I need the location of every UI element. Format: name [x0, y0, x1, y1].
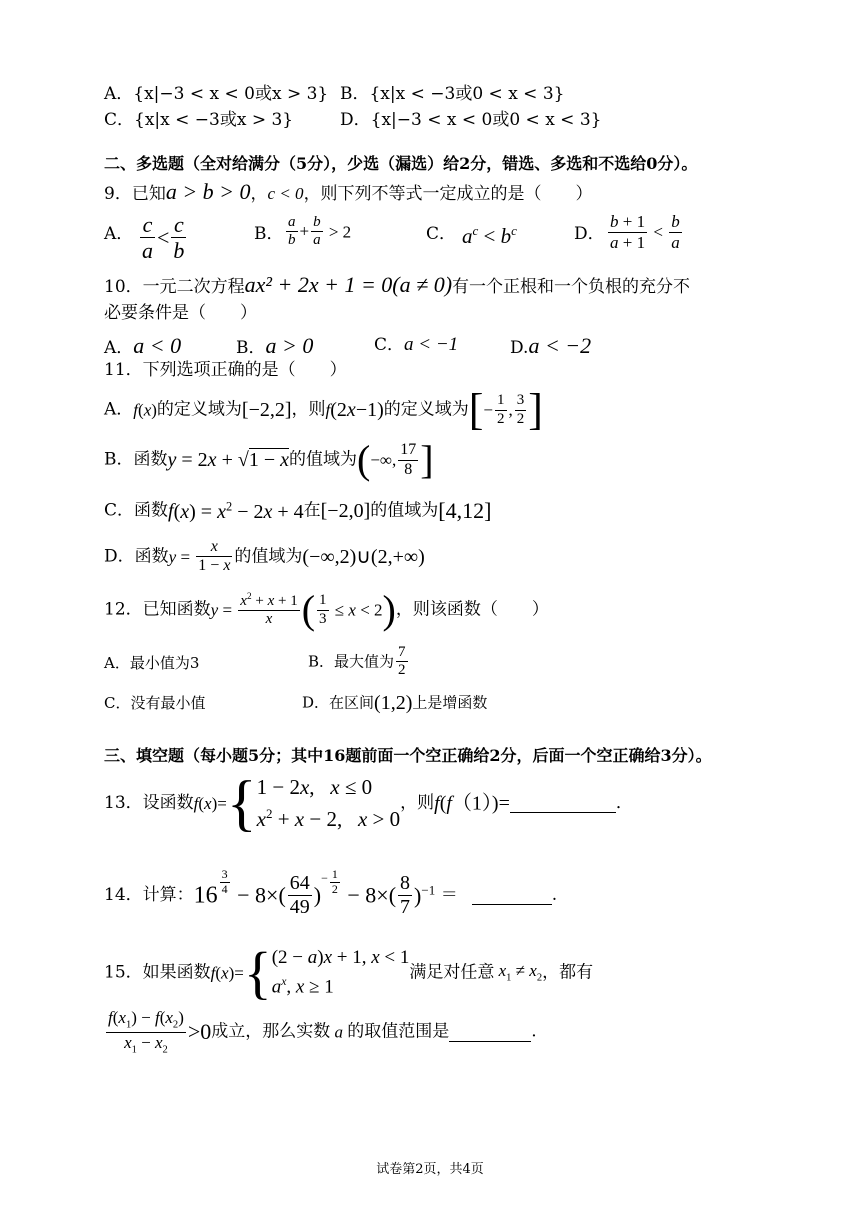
q12-option-c: C．没有最小值: [104, 694, 206, 712]
q13: 13．设函数f(x)={ 1 − 2x, x ≤ 0 $x^2 + x - 2$, x > 0 ，则f(f（1）)= ．: [104, 769, 633, 838]
q10-line1: 10．一元二次方程ax² + 2x + 1 = 0(a ≠ 0)有一个正根和一个负根的充分不: [104, 272, 691, 297]
section2-title: 二、多选题（全对给满分（5分），少选（漏选）给2分，错选、多选和不选给0分）。: [104, 154, 698, 173]
q9-stem: 9．已知a > b > 0，c < 0，则下列不等式一定成立的是（ ）: [104, 179, 593, 204]
q8-option-b: B．{x|x < −3或0 < x < 3}: [340, 84, 565, 104]
q9-d-math: $\frac{b + 1}{a + 1}$ < $\frac{b}{a}$: [610, 212, 680, 252]
q10-line2: 必要条件是（ ）: [104, 303, 257, 323]
q12-option-b: B．最大值为 $\frac{7}{2}$: [308, 644, 406, 679]
section3-title: 三、填空题（每小题5分；其中16题前面一个空正确给2分，后面一个空正确给3分）。: [104, 746, 712, 765]
q9-a-math: $\frac{c}{a}$ < $\frac{c}{b}$: [142, 212, 185, 264]
q12-option-a: A．最小值为3: [104, 654, 200, 672]
q14: 14．计算：16 $\frac{3}{4}$ − 8×( $\frac{64}{49}$ )− $\frac{1}{2}$ − 8×( $\frac{8}{7}$ )$^{-1}$ ＝ .: [104, 867, 558, 918]
q11-option-d: D．函数y = $\frac{x}{1 - x}$ 的值域为(−∞,2)∪(2,+∞): [104, 538, 425, 575]
q8-option-a: A．{x|−3 < x < 0或x > 3}: [104, 84, 329, 104]
q11-option-c: C．函数$f(x) = x^2 - 2x + 4$在[−2,0]的值域为[4,12]: [104, 498, 492, 523]
q9-c-math: $a^c < b^c$: [462, 223, 517, 248]
q12-option-d: D．在区间(1,2)上是增函数: [302, 692, 488, 714]
q15-line1: 15．如果函数f(x)={ (2 − a)x + 1, x < 1 $a^x$, x ≥ 1 满足对任意 $x_1 \ne x_2$，都有: [104, 940, 594, 1005]
q11-option-a: A．f(x)的定义域为[−2,2]，则f(2x−1)的定义域为[− $\frac{1}{2}$ , $\frac{3}{2}$ ]: [104, 385, 543, 434]
q11-option-b: B．函数y = 2x + √1 − x的值域为(−∞, $\frac{17}{8}$ ]: [104, 437, 434, 482]
q8-option-d: D．{x|−3 < x < 0或0 < x < 3}: [340, 110, 602, 130]
q9-b-math: $\frac{a}{b}$ + $\frac{b}{a}$ > 2: [288, 214, 352, 249]
page-footer: 试卷第2页，共4页: [376, 1162, 484, 1177]
q12-stem: 12．已知函数y = $\frac{x^2 + x + 1}{x}$ ( $\frac{1}{3}$ ≤ x < 2)，则该函数（ ）: [104, 587, 549, 632]
q11-stem: 11．下列选项正确的是（ ）: [104, 360, 347, 380]
q15-line2: $\frac{f(x_1) - f(x_2)}{x_1 - x_2}$ >0成立，那么实数 a 的取值范围是 .: [108, 1008, 537, 1055]
q8-option-c: C．{x|x < −3或x > 3}: [104, 110, 294, 130]
